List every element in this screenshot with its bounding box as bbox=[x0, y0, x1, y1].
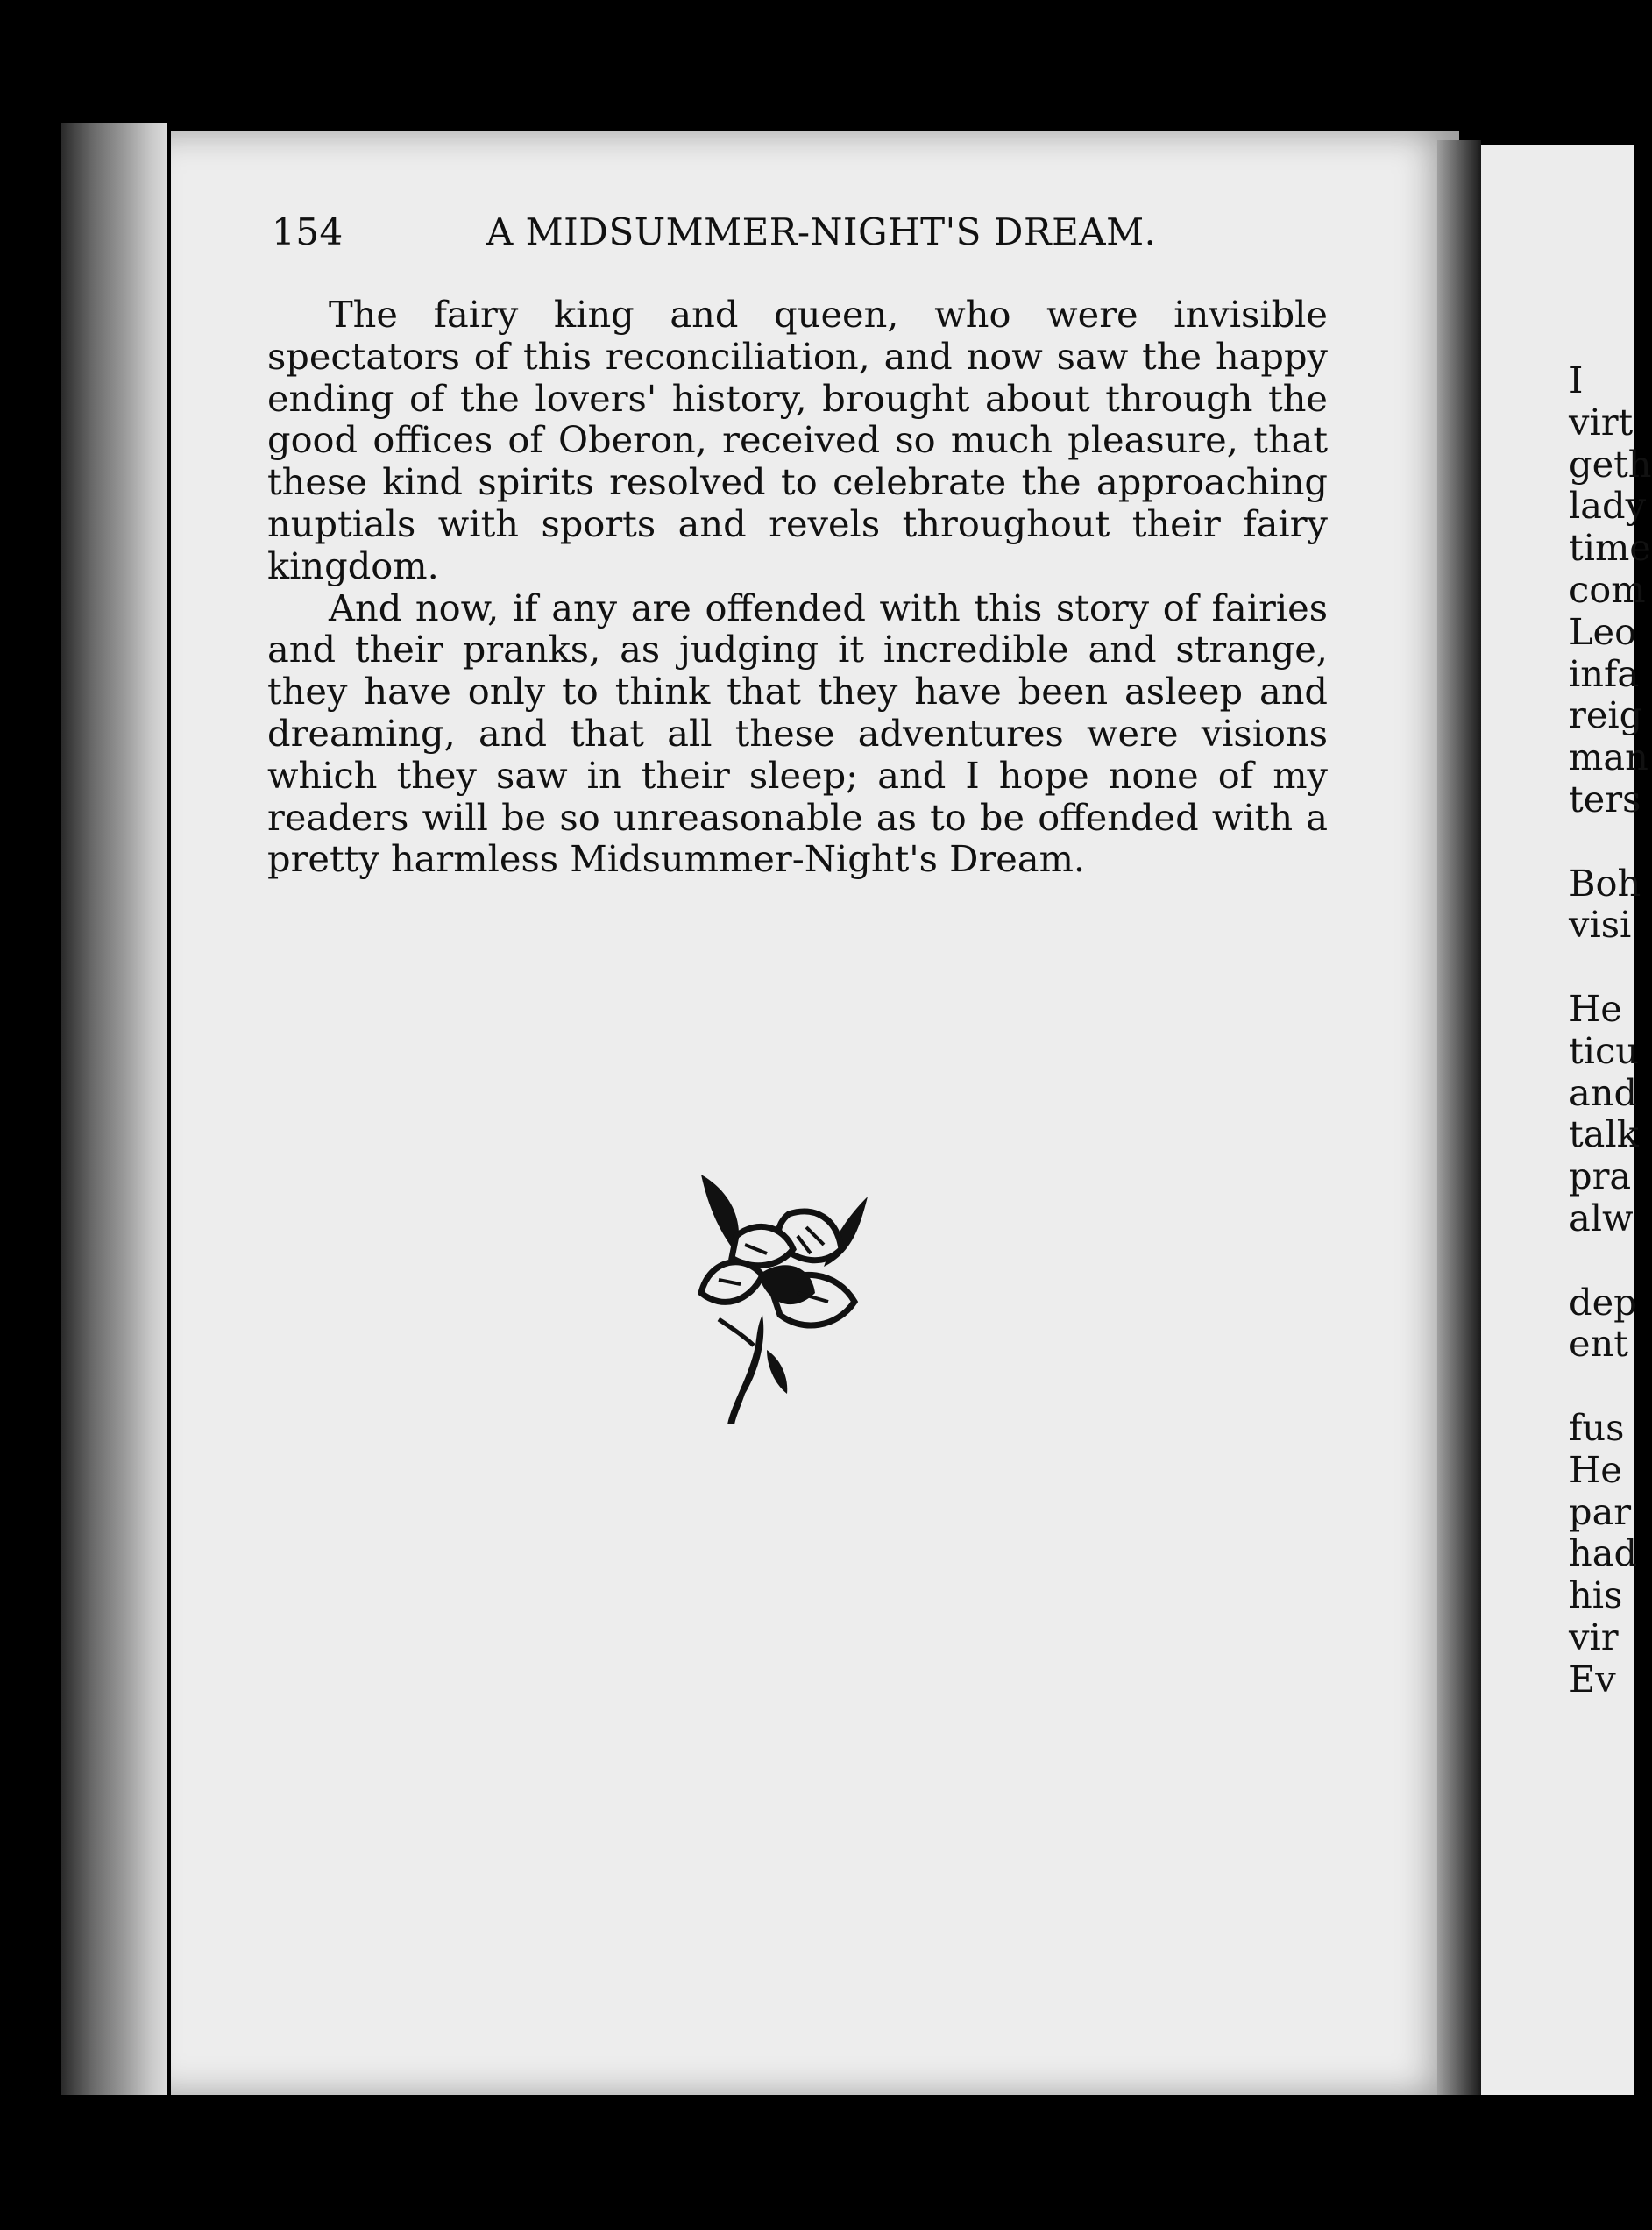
facing-page-line: time bbox=[1569, 526, 1651, 570]
facing-page-line: lady bbox=[1569, 484, 1647, 528]
facing-page-line: He bbox=[1569, 986, 1622, 1030]
facing-page-line bbox=[1569, 946, 1652, 988]
book-page-edges bbox=[61, 123, 167, 2095]
facing-page-line: Boh bbox=[1569, 861, 1641, 905]
facing-page-line: Ev bbox=[1569, 1657, 1616, 1701]
facing-page-line: and bbox=[1569, 1070, 1638, 1114]
facing-page-line: par bbox=[1569, 1489, 1632, 1533]
facing-page-line: ticu bbox=[1569, 1028, 1639, 1072]
facing-page-line: alw bbox=[1569, 1196, 1634, 1239]
paragraph: And now, if any are offended with this story of fairies and their pranks, as judging it incredible and strange, they have only to think that they have been asleep and dreaming, and that all these adventures were visions which they saw in their sleep; and I hope none of my readers will be so unreasonable as to be offended with a pretty harmless Midsummer-Night's Dream. bbox=[267, 586, 1328, 881]
facing-page-line: Leo bbox=[1569, 609, 1637, 653]
facing-page-line: infa bbox=[1569, 651, 1640, 695]
facing-page-line: visi bbox=[1569, 903, 1632, 947]
facing-page-line: geth bbox=[1569, 442, 1652, 486]
facing-page-line: He bbox=[1569, 1447, 1622, 1491]
facing-page-line: vir bbox=[1569, 1615, 1619, 1658]
facing-page-line: talk bbox=[1569, 1112, 1639, 1156]
facing-page-line: ent bbox=[1569, 1322, 1628, 1366]
body-text bbox=[267, 294, 1328, 880]
facing-page-line: had bbox=[1569, 1531, 1638, 1575]
facing-page-line: com bbox=[1569, 567, 1646, 611]
facing-page-line bbox=[1569, 1365, 1652, 1407]
facing-page-text bbox=[1569, 359, 1652, 1701]
paragraph: The fairy king and queen, who were invisible spectators of this reconciliation, and now saw the happy ending of the lovers' history, brought about through the good offices of Oberon, received so much pleasure, that these kind spirits resolved to celebrate the approaching nuptials with sports and revels throughout their fairy kingdom. bbox=[267, 293, 1328, 587]
lily-flower-icon bbox=[684, 1170, 894, 1424]
page-number: 154 bbox=[272, 210, 344, 253]
facing-page-line: man bbox=[1569, 735, 1648, 779]
facing-page-line bbox=[1569, 1239, 1652, 1282]
book-gutter bbox=[1437, 140, 1481, 2095]
running-title: A MIDSUMMER-NIGHT'S DREAM. bbox=[486, 210, 1157, 253]
facing-page-line: dep bbox=[1569, 1280, 1637, 1324]
facing-page-line: I bbox=[1569, 359, 1584, 401]
facing-page-line: reig bbox=[1569, 693, 1643, 737]
facing-page-line: pra bbox=[1569, 1154, 1632, 1198]
facing-page-line: his bbox=[1569, 1573, 1623, 1617]
facing-page-line: ters bbox=[1569, 777, 1641, 820]
facing-page bbox=[1481, 145, 1652, 2095]
facing-page-line bbox=[1569, 820, 1652, 863]
facing-page-line: fus bbox=[1569, 1405, 1625, 1449]
facing-page-line: virt bbox=[1569, 400, 1634, 444]
